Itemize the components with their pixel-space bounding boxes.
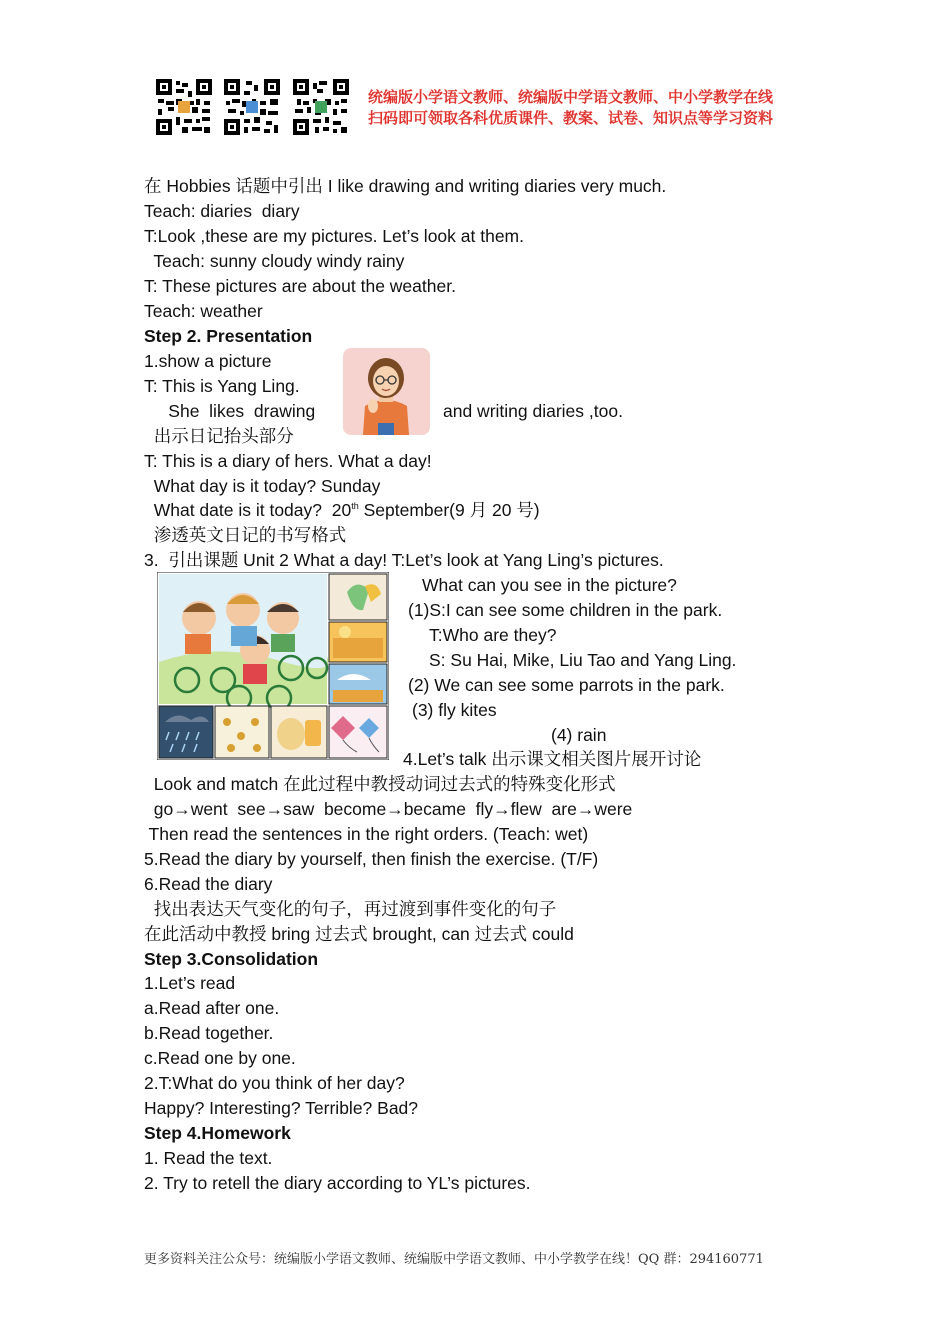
text-line: 在此活动中教授 bring 过去式 brought, can 过去式 could — [144, 924, 574, 944]
text-line: and writing diaries ,too. — [443, 401, 623, 421]
text-line: 2.T:What do you think of her day? — [144, 1073, 405, 1093]
text-line: Teach: diaries diary — [144, 201, 300, 221]
footer: 更多资料关注公众号：统编版小学语文教师、统编版中学语文教师、中小学教学在线！QQ 群：294160771 — [144, 1252, 764, 1267]
text-line: T:Look ,these are my pictures. Let’s look at them. — [144, 226, 525, 246]
header — [156, 79, 796, 139]
text-line — [144, 499, 540, 521]
text-line: 4.Let’s talk 出示课文相关图片展开讨论 — [403, 749, 702, 769]
park-weather-illustration — [157, 572, 389, 760]
text-line: Teach: weather — [144, 301, 263, 321]
text-line: Then read the sentences in the right orders. (Teach: wet) — [144, 824, 589, 844]
text-line: T: This is Yang Ling. — [144, 376, 300, 396]
text-line: a.Read after one. — [144, 998, 280, 1018]
text-line: 1.Let’s read — [144, 973, 236, 993]
text-line: T: This is a diary of hers. What a day! — [144, 451, 432, 471]
text-line: Happy? Interesting? Terrible? Bad? — [144, 1098, 419, 1118]
date-text-rest: September(9 月 20 号) — [358, 500, 540, 520]
text-line: (4) rain — [551, 725, 607, 745]
text-line: 5.Read the diary by yourself, then finish the exercise. (T/F) — [144, 849, 599, 869]
text-line: 6.Read the diary — [144, 874, 273, 894]
text-line: 出示日记抬头部分 — [144, 426, 294, 446]
text-line: 在 Hobbies 话题中引出 I like drawing and writing diaries very much. — [144, 176, 667, 196]
section-heading: Step 2. Presentation — [144, 326, 313, 346]
text-line: What day is it today? Sunday — [144, 476, 381, 496]
text-line: c.Read one by one. — [144, 1048, 296, 1068]
text-line: Look and match 在此过程中教授动词过去式的特殊变化形式 — [144, 774, 616, 794]
text-line: T: These pictures are about the weather. — [144, 276, 456, 296]
text-line: 渗透英文日记的书写格式 — [144, 525, 347, 545]
text-line: T:Who are they? — [429, 625, 557, 645]
text-line: (1)S:I can see some children in the park. — [408, 600, 723, 620]
section-heading: Step 4.Homework — [144, 1123, 291, 1143]
text-line: go→went see→saw become→became fly→flew are→were — [144, 799, 633, 819]
section-heading: Step 3.Consolidation — [144, 949, 319, 969]
header-banner — [368, 87, 773, 129]
qr-code-icon — [156, 79, 212, 135]
banner-line-1: 统编版小学语文教师、统编版中学语文教师、中小学教学在线 — [368, 88, 774, 106]
text-line: S: Su Hai, Mike, Liu Tao and Yang Ling. — [429, 650, 737, 670]
text-line: 3. 引出课题 Unit 2 What a day! T:Let’s look at Yang Ling’s pictures. — [144, 550, 664, 570]
text-line: She likes drawing — [144, 401, 316, 421]
text-line: What can you see in the picture? — [422, 575, 677, 595]
text-line: b.Read together. — [144, 1023, 274, 1043]
yang-ling-illustration — [343, 348, 430, 435]
banner-line-2: 扫码即可领取各科优质课件、教案、试卷、知识点等学习资料 — [368, 109, 774, 127]
text-line: 2. Try to retell the diary according to YL’s pictures. — [144, 1173, 531, 1193]
qr-code-icon — [224, 79, 280, 135]
text-line: Teach: sunny cloudy windy rainy — [144, 251, 405, 271]
qr-code-icon — [293, 79, 349, 135]
text-line: 找出表达天气变化的句子，再过渡到事件变化的句子 — [144, 899, 557, 919]
text-line: 1.show a picture — [144, 351, 272, 371]
date-text: What date is it today? 20 — [144, 500, 352, 520]
text-line: (2) We can see some parrots in the park. — [408, 675, 725, 695]
date-suffix: th — [351, 501, 359, 512]
text-line: (3) fly kites — [412, 700, 497, 720]
text-line: 1. Read the text. — [144, 1148, 273, 1168]
